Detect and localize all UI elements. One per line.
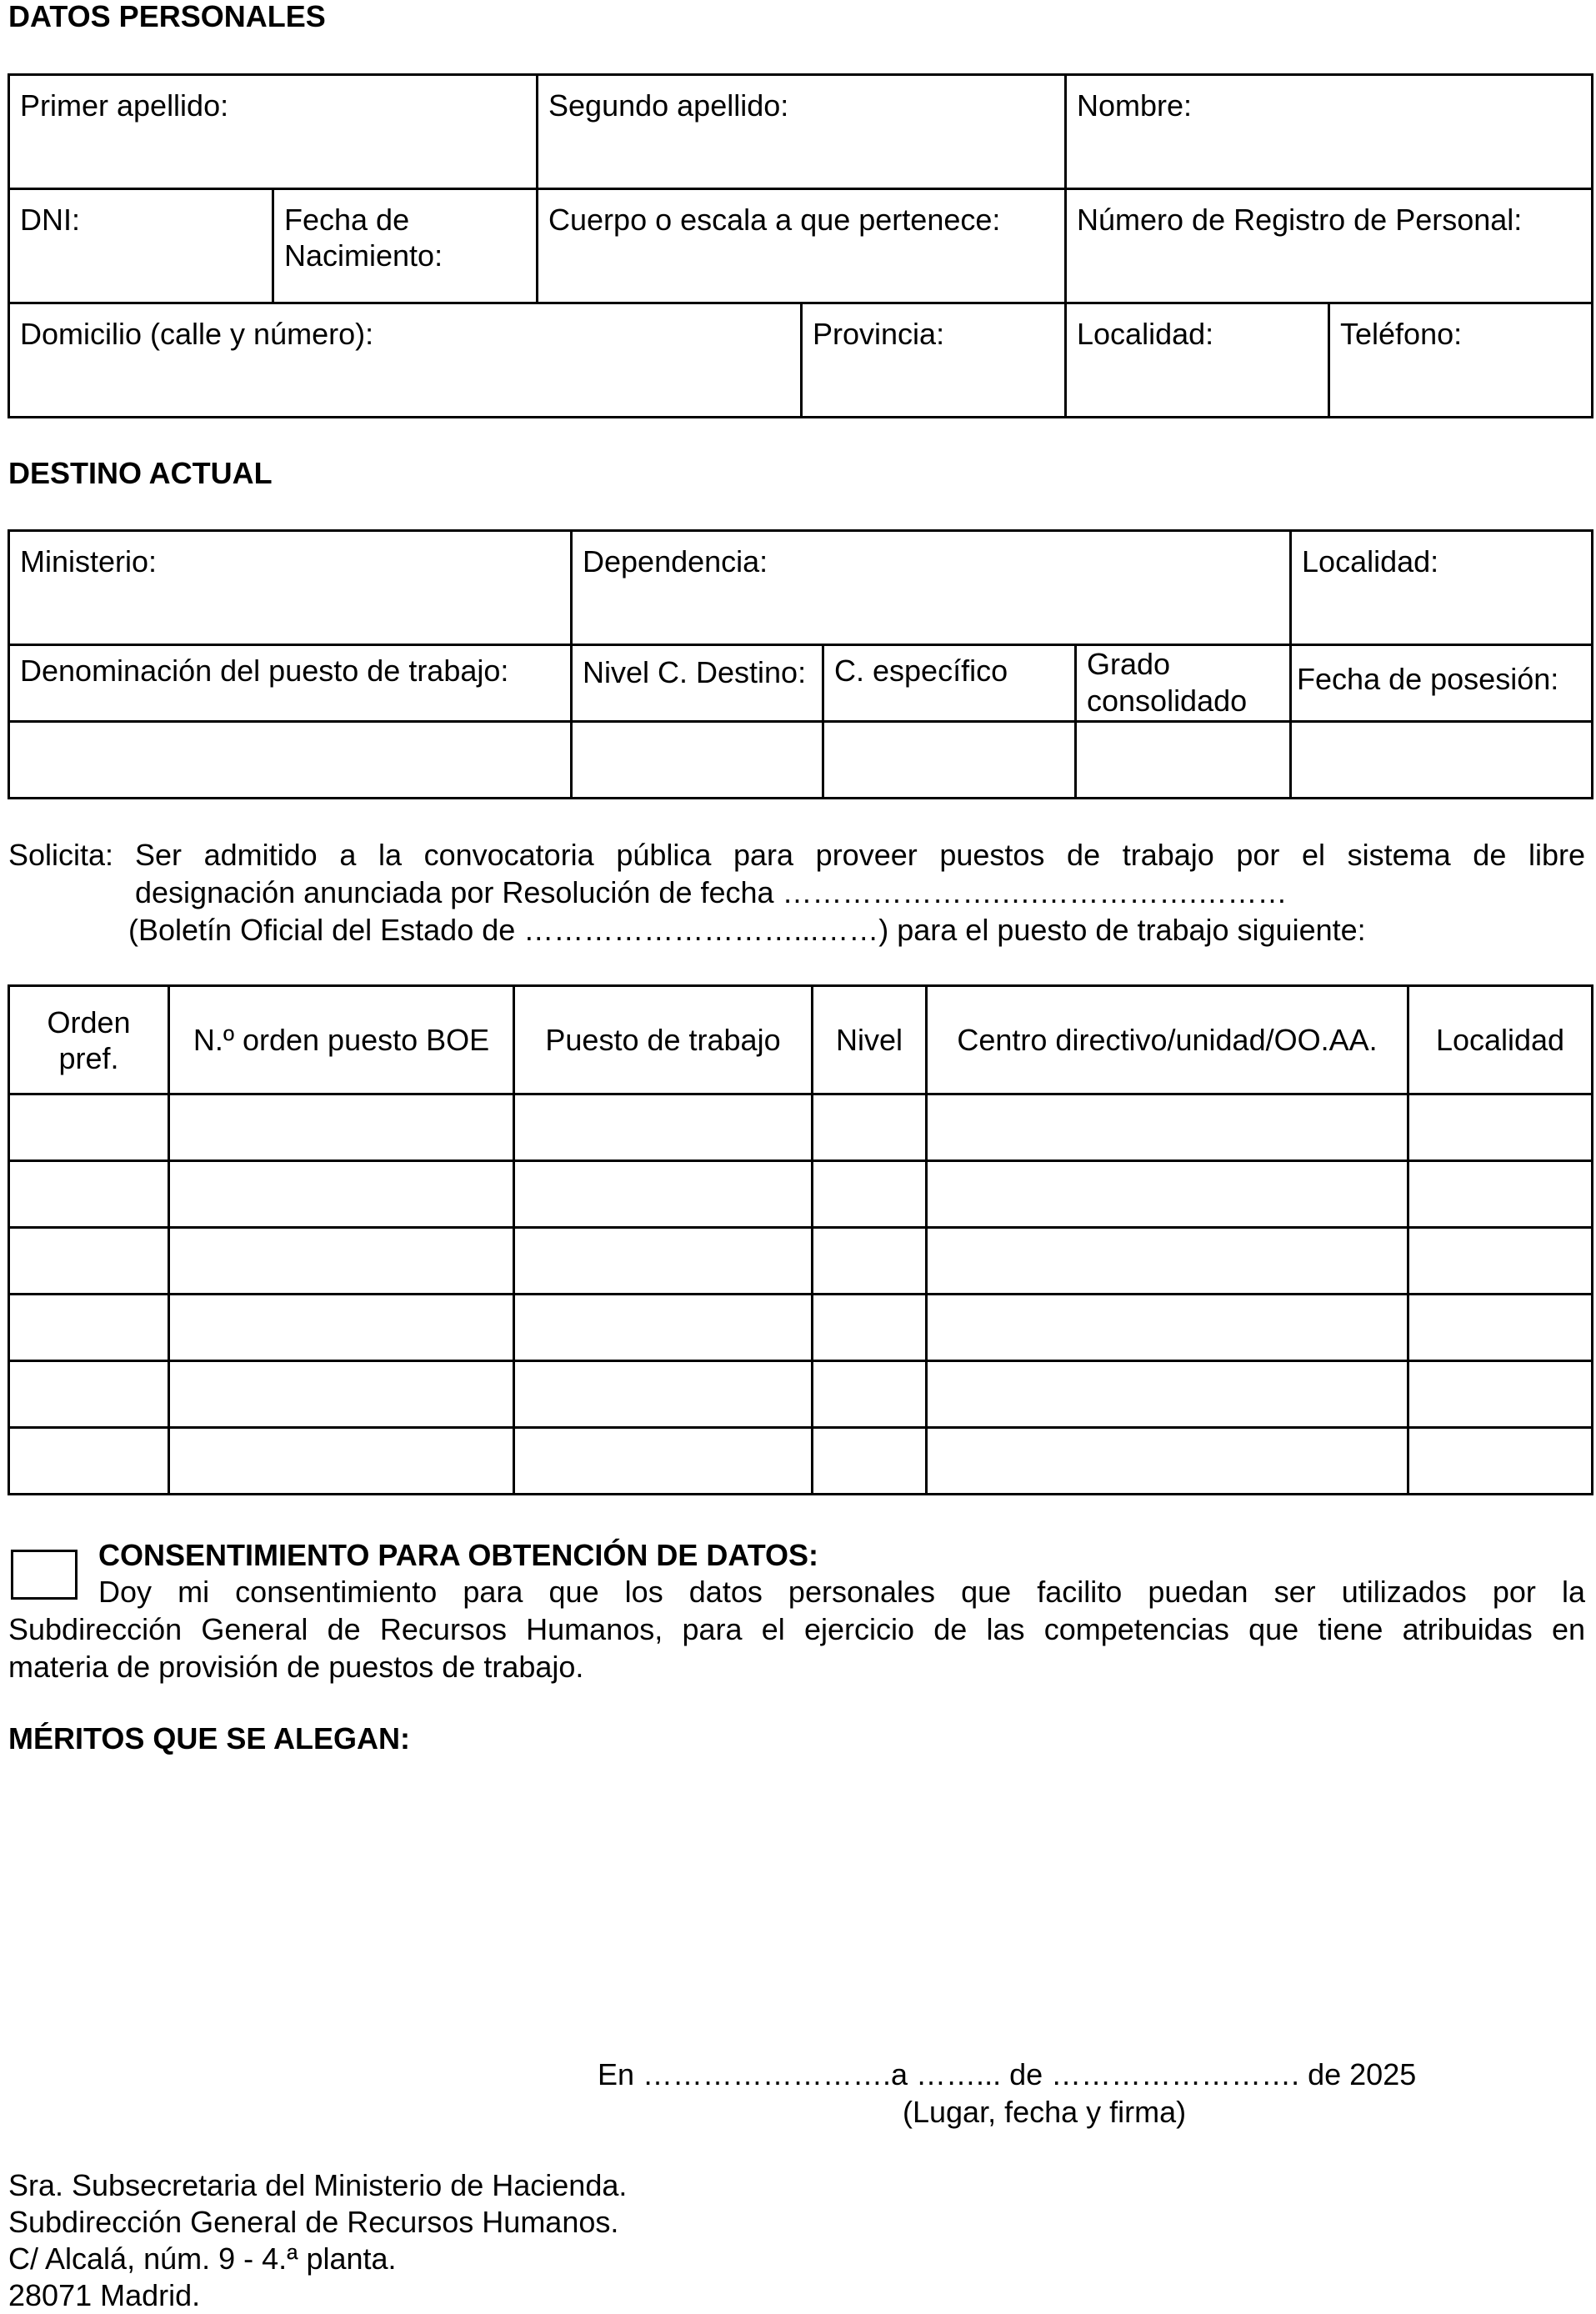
- ministerio-field[interactable]: [9, 531, 572, 645]
- puestos-table: [8, 984, 1593, 1495]
- table-cell[interactable]: [169, 1361, 514, 1428]
- cuerpo-label: Cuerpo o escala a que pertenece:: [548, 203, 1001, 237]
- consent-line-3: materia de provisión de puestos de trabajo.: [8, 1650, 584, 1684]
- fecha-nacimiento-label-1: Fecha de: [284, 203, 410, 237]
- header-nivel: [813, 986, 927, 1094]
- solicita-line-1: Ser admitido a la convocatoria pública para proveer puestos de trabajo por el sistema de libre: [135, 838, 1585, 872]
- table-cell[interactable]: [1408, 1094, 1593, 1161]
- header-orden-pref-label: Orden pref.: [47, 1004, 131, 1075]
- localidad-label: Localidad:: [1077, 317, 1214, 351]
- table-cell[interactable]: [1408, 1228, 1593, 1295]
- telefono-label: Teléfono:: [1340, 317, 1463, 351]
- table-cell[interactable]: [169, 1295, 514, 1361]
- grado-label-2: consolidado: [1087, 684, 1248, 718]
- consent-title: CONSENTIMIENTO PARA OBTENCIÓN DE DATOS:: [98, 1538, 819, 1572]
- fecha-nacimiento-field[interactable]: [273, 189, 538, 303]
- segundo-apellido-field[interactable]: [538, 75, 1066, 189]
- header-localidad-label: Localidad: [1435, 1023, 1565, 1057]
- table-cell[interactable]: [927, 1295, 1408, 1361]
- grado-value-field[interactable]: [1076, 722, 1291, 799]
- table-row: [9, 1161, 1593, 1228]
- table-cell[interactable]: [514, 1094, 813, 1161]
- primer-apellido-field[interactable]: [9, 75, 538, 189]
- table-cell[interactable]: [514, 1361, 813, 1428]
- dependencia-label: Dependencia:: [583, 544, 768, 578]
- fecha-nacimiento-label-2: Nacimiento:: [284, 238, 443, 273]
- table-cell[interactable]: [169, 1428, 514, 1495]
- section-title-destino-actual: DESTINO ACTUAL: [8, 456, 273, 490]
- destino-table: [8, 529, 1593, 799]
- table-cell[interactable]: [169, 1094, 514, 1161]
- fecha-posesion-label: Fecha de posesión:: [1297, 662, 1559, 696]
- table-cell[interactable]: [813, 1094, 927, 1161]
- table-cell[interactable]: [514, 1161, 813, 1228]
- destino-localidad-label: Localidad:: [1302, 544, 1439, 578]
- table-cell[interactable]: [169, 1161, 514, 1228]
- section-title-meritos: MÉRITOS QUE SE ALEGAN:: [8, 1721, 411, 1756]
- table-cell[interactable]: [1408, 1295, 1593, 1361]
- table-cell[interactable]: [813, 1361, 927, 1428]
- denominacion-label: Denominación del puesto de trabajo:: [20, 654, 509, 688]
- especifico-label: C. específico: [834, 654, 1008, 688]
- table-row: [9, 1295, 1593, 1361]
- destinatario-line-1: Sra. Subsecretaria del Ministerio de Hacienda.: [8, 2168, 628, 2202]
- table-cell[interactable]: [813, 1161, 927, 1228]
- cuerpo-field[interactable]: [538, 189, 1066, 303]
- ministerio-label: Ministerio:: [20, 544, 158, 578]
- header-orden-pref: [9, 986, 169, 1094]
- dni-field[interactable]: [9, 189, 273, 303]
- table-cell[interactable]: [9, 1428, 169, 1495]
- table-cell[interactable]: [927, 1161, 1408, 1228]
- denominacion-value-field[interactable]: [9, 722, 572, 799]
- especifico-value-field[interactable]: [823, 722, 1076, 799]
- table-cell[interactable]: [9, 1361, 169, 1428]
- localidad-field[interactable]: [1066, 303, 1329, 418]
- header-centro: [927, 986, 1408, 1094]
- header-n-orden: [169, 986, 514, 1094]
- solicita-line-2: designación anunciada por Resolución de fecha ………………….….…………….………: [135, 875, 1288, 909]
- table-cell[interactable]: [9, 1295, 169, 1361]
- header-localidad: [1408, 986, 1593, 1094]
- nrp-field[interactable]: [1066, 189, 1593, 303]
- table-cell[interactable]: [813, 1295, 927, 1361]
- domicilio-label: Domicilio (calle y número):: [20, 317, 374, 351]
- header-puesto: [514, 986, 813, 1094]
- table-cell[interactable]: [9, 1161, 169, 1228]
- provincia-label: Provincia:: [813, 317, 945, 351]
- firma-line-2: (Lugar, fecha y firma): [903, 2095, 1187, 2129]
- solicita-line-3: (Boletín Oficial del Estado de ………………………...……) para el puesto de trabajo siguiente:: [128, 913, 1366, 947]
- table-cell[interactable]: [169, 1228, 514, 1295]
- segundo-apellido-label: Segundo apellido:: [548, 88, 789, 123]
- table-cell[interactable]: [927, 1228, 1408, 1295]
- dni-label: DNI:: [20, 203, 80, 237]
- table-cell[interactable]: [9, 1228, 169, 1295]
- destinatario-line-3: C/ Alcalá, núm. 9 - 4.ª planta.: [8, 2241, 397, 2276]
- table-cell[interactable]: [813, 1228, 927, 1295]
- table-cell[interactable]: [927, 1361, 1408, 1428]
- nombre-field[interactable]: [1066, 75, 1593, 189]
- table-cell[interactable]: [9, 1094, 169, 1161]
- firma-line-1: En …………………….a ……... de ……………………. de 2025: [598, 2057, 1417, 2091]
- table-cell[interactable]: [514, 1295, 813, 1361]
- telefono-field[interactable]: [1329, 303, 1593, 418]
- grado-label-1: Grado: [1087, 647, 1171, 681]
- solicita-label: Solicita:: [8, 838, 114, 872]
- destinatario-block: [8, 2167, 627, 2314]
- domicilio-field[interactable]: [9, 303, 802, 418]
- destinatario-line-2: Subdirección General de Recursos Humanos.: [8, 2205, 619, 2239]
- nivel-value-field[interactable]: [572, 722, 823, 799]
- personal-data-table: [8, 73, 1593, 418]
- consent-line-1: Doy mi consentimiento para que los datos personales que facilito puedan ser utilizados por la: [98, 1575, 1585, 1609]
- dependencia-field[interactable]: [572, 531, 1291, 645]
- table-row: [9, 1094, 1593, 1161]
- table-cell[interactable]: [1408, 1361, 1593, 1428]
- primer-apellido-label: Primer apellido:: [20, 88, 229, 123]
- table-row: [9, 1428, 1593, 1495]
- table-cell[interactable]: [927, 1094, 1408, 1161]
- table-cell[interactable]: [1408, 1428, 1593, 1495]
- nombre-label: Nombre:: [1077, 88, 1193, 123]
- consent-line-2: Subdirección General de Recursos Humanos, para el ejercicio de las competencias que tiene atribuidas en: [8, 1612, 1585, 1646]
- table-cell[interactable]: [813, 1428, 927, 1495]
- nrp-label: Número de Registro de Personal:: [1077, 203, 1523, 237]
- destinatario-line-4: 28071 Madrid.: [8, 2278, 201, 2312]
- header-nivel-label: Nivel: [835, 1023, 903, 1057]
- provincia-field[interactable]: [802, 303, 1066, 418]
- fecha-posesion-value-field[interactable]: [1291, 722, 1593, 799]
- table-cell[interactable]: [514, 1428, 813, 1495]
- table-cell[interactable]: [1408, 1161, 1593, 1228]
- header-centro-label: Centro directivo/unidad/OO.AA.: [957, 1023, 1378, 1057]
- destino-localidad-field[interactable]: [1291, 531, 1593, 645]
- consent-checkbox[interactable]: [11, 1550, 78, 1600]
- header-n-orden-label: N.º orden puesto BOE: [193, 1023, 490, 1057]
- section-title-datos-personales: DATOS PERSONALES: [8, 0, 326, 33]
- table-cell[interactable]: [927, 1428, 1408, 1495]
- table-row: [9, 1361, 1593, 1428]
- nivel-destino-label: Nivel C. Destino:: [583, 655, 807, 689]
- header-puesto-label: Puesto de trabajo: [545, 1023, 781, 1057]
- table-cell[interactable]: [514, 1228, 813, 1295]
- table-row: [9, 1228, 1593, 1295]
